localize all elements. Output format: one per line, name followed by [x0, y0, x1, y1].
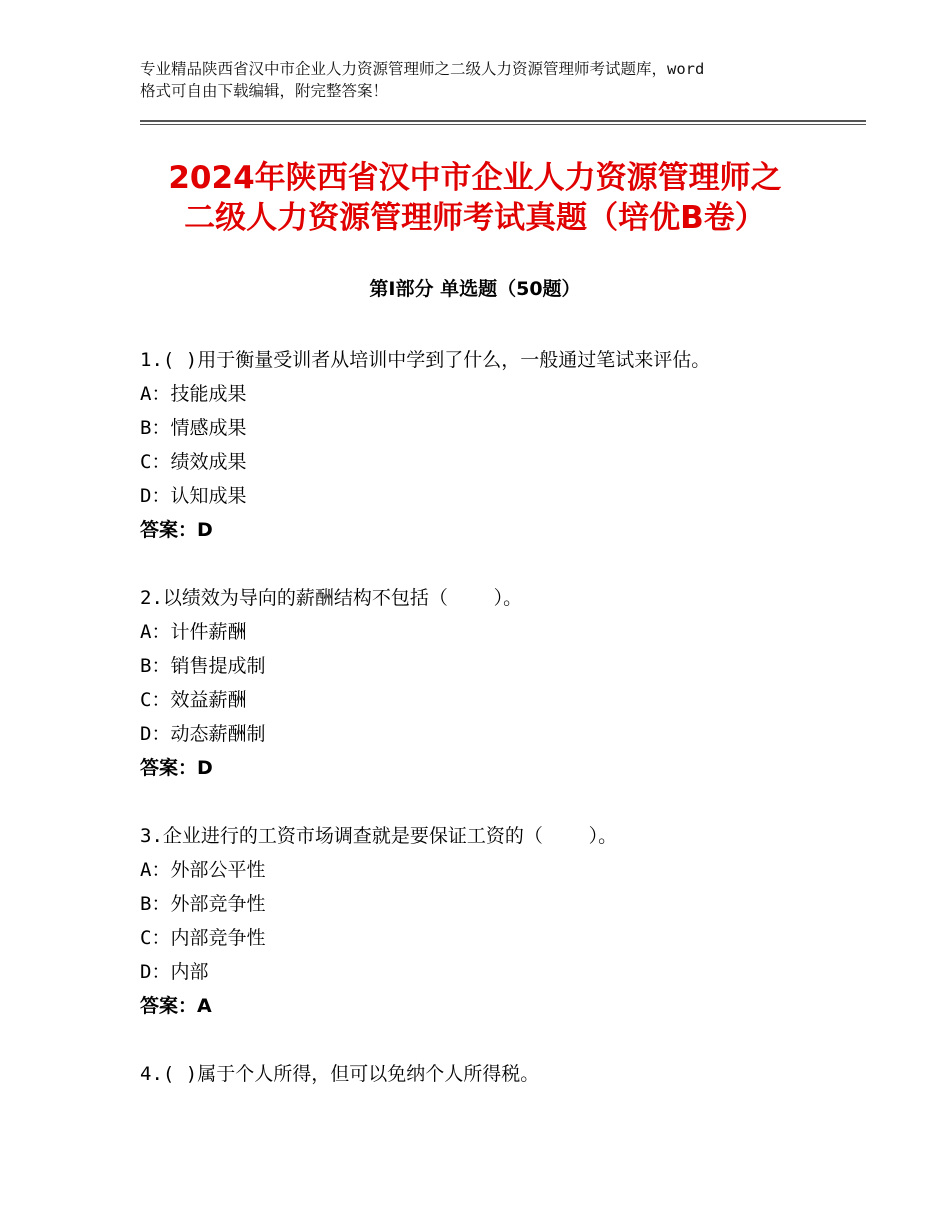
question-stem: 3.企业进行的工资市场调查就是要保证工资的（ ）。 [140, 825, 618, 847]
option-d: D：认知成果 [140, 485, 247, 507]
document-title-line-2: 二级人力资源管理师考试真题（培优B卷） [184, 200, 766, 236]
question-stem: 2.以绩效为导向的薪酬结构不包括（ ）。 [140, 587, 523, 609]
answer-label: 答案：A [140, 995, 212, 1017]
option-a: A：技能成果 [140, 383, 247, 405]
question-2 [140, 581, 860, 785]
question-4 [140, 1057, 860, 1091]
answer-label: 答案：D [140, 519, 213, 541]
question-list [140, 343, 860, 1125]
option-c: C：效益薪酬 [140, 689, 247, 711]
question-stem: 1.( )用于衡量受训者从培训中学到了什么，一般通过笔试来评估。 [140, 349, 711, 371]
document-title [100, 158, 850, 238]
document-header-note [140, 58, 830, 102]
document-title-line-1: 2024年陕西省汉中市企业人力资源管理师之 [168, 160, 782, 196]
question-1 [140, 343, 860, 547]
option-d: D：内部 [140, 961, 209, 983]
option-b: B：销售提成制 [140, 655, 266, 677]
option-d: D：动态薪酬制 [140, 723, 266, 745]
section-heading: 第Ⅰ部分 单选题（50题） [369, 278, 581, 300]
question-3 [140, 819, 860, 1023]
option-a: A：计件薪酬 [140, 621, 247, 643]
header-divider [140, 120, 866, 126]
option-a: A：外部公平性 [140, 859, 266, 881]
header-note-line-1: 专业精品陕西省汉中市企业人力资源管理师之二级人力资源管理师考试题库，word [140, 60, 705, 78]
option-c: C：绩效成果 [140, 451, 247, 473]
header-note-line-2: 格式可自由下载编辑，附完整答案！ [140, 82, 389, 100]
question-stem: 4.( )属于个人所得，但可以免纳个人所得税。 [140, 1063, 540, 1085]
option-b: B：外部竞争性 [140, 893, 266, 915]
answer-label: 答案：D [140, 757, 213, 779]
option-b: B：情感成果 [140, 417, 247, 439]
option-c: C：内部竞争性 [140, 927, 266, 949]
